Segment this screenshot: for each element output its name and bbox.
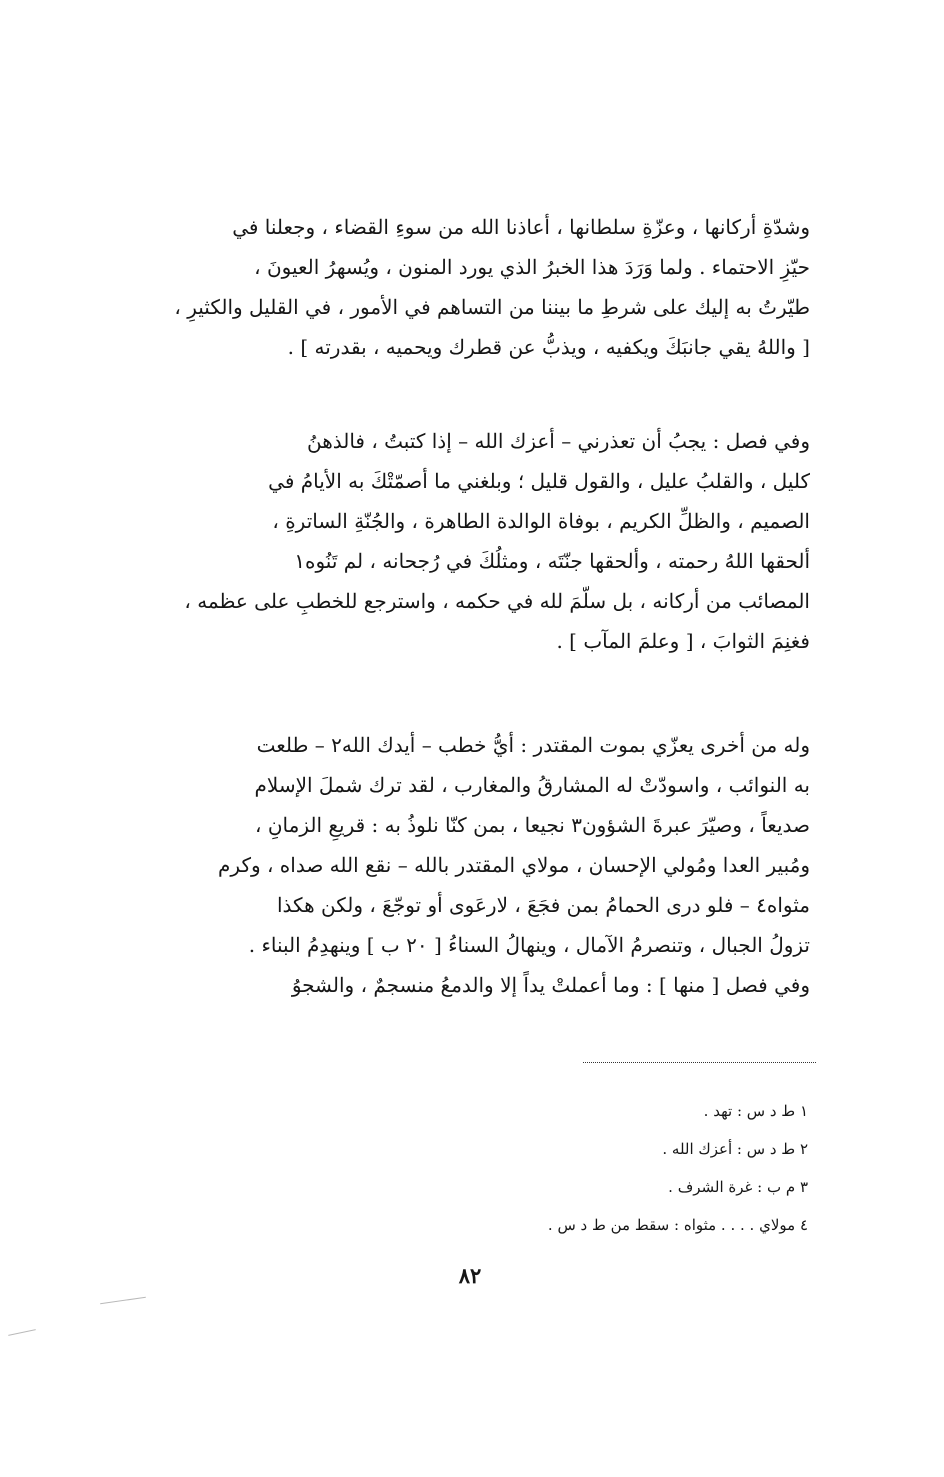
text-line: وفي فصل : يجبُ أن تعذرني – أعزك الله – إذا كتبتُ ، فالذهنُ <box>306 429 810 453</box>
text-line: طيّرتُ به إليك على شرطِ ما بيننا من التساهم في الأمور ، في القليل والكثيرِ ، <box>174 295 810 319</box>
footnote-2: ٢ ط د س : أعزك الله . <box>662 1140 808 1158</box>
text-line: [ واللهُ يقي جانبَكَ ويكفيه ، ويذبُّ عن قطرك ويحميه ، بقدرته ] . <box>287 335 810 359</box>
scan-artifact <box>100 1297 146 1304</box>
footnote-4: ٤ مولاي . . . . مثواه : سقط من ط د س . <box>547 1216 808 1234</box>
text-line: الصميم ، والظلِّ الكريم ، بوفاة الوالدة الطاهرة ، والجُنّةِ الساترةِ ، <box>272 509 810 533</box>
paragraph-2 <box>128 421 810 661</box>
text-line: مثواه٤ – فلو درى الحمامُ بمن فجَعَ ، لارعَوى أو توجّعَ ، ولكن هكذا <box>276 893 810 917</box>
paragraph-1 <box>128 207 810 367</box>
text-line: المصائب من أركانه ، بل سلّمَ لله في حكمه ، واسترجع للخطبِ على عظمه ، <box>184 589 810 613</box>
text-line: به النوائب ، واسودّتْ له المشارقُ والمغارب ، لقد ترك شملَ الإسلام <box>254 773 810 797</box>
footnotes <box>420 1092 808 1244</box>
text-line: ومُبير العدا ومُولي الإحسان ، مولاي المقتدر بالله – نقع الله صداه ، وكرم <box>218 853 810 877</box>
text-line: وله من أخرى يعزّي بموت المقتدر : أيُّ خطب – أيدك الله٢ – طلعت <box>256 733 810 757</box>
text-line: صديعاً ، وصيّرَ عبرةَ الشؤون٣ نجيعا ، بمن كنّا نلوذُ به : قريعِ الزمانِ ، <box>255 813 810 837</box>
text-line: ألحقها اللهُ رحمته ، وألحقها جنّتَه ، ومثلُكَ في رُجحانه ، لم تَنُوه١ <box>294 549 810 573</box>
paragraph-3 <box>128 725 810 1005</box>
page-number: ٨٢ <box>458 1263 482 1288</box>
text-line: وشدّةِ أركانها ، وعزّةِ سلطانها ، أعاذنا الله من سوءِ القضاء ، وجعلنا في <box>232 215 810 239</box>
text-line: حيّزِ الاحتماء . ولما وَرَدَ هذا الخبرُ الذي يورد المنون ، ويُسهرُ العيونَ ، <box>254 255 810 279</box>
footnote-1: ١ ط د س : تهد . <box>703 1102 808 1120</box>
text-line: فغنِمَ الثوابَ ، [ وعلمَ المآب ] . <box>556 629 810 653</box>
text-line: تزولُ الجبال ، وتنصرمُ الآمال ، وينهالُ السناءُ [ ٢٠ ب ] وينهدِمُ البناء . <box>248 933 810 957</box>
footnote-3: ٣ م ب : غرة الشرف . <box>668 1178 808 1196</box>
scan-artifact <box>8 1329 36 1336</box>
footnote-separator <box>583 1062 816 1063</box>
text-line: وفي فصل [ منها ] : وما أعملتْ يداً إلا والدمعُ منسجمٌ ، والشجوُ <box>291 973 810 997</box>
text-line: كليل ، والقلبُ عليل ، والقول قليل ؛ وبلغني ما أصمّتْكَ به الأيامُ في <box>268 469 810 493</box>
